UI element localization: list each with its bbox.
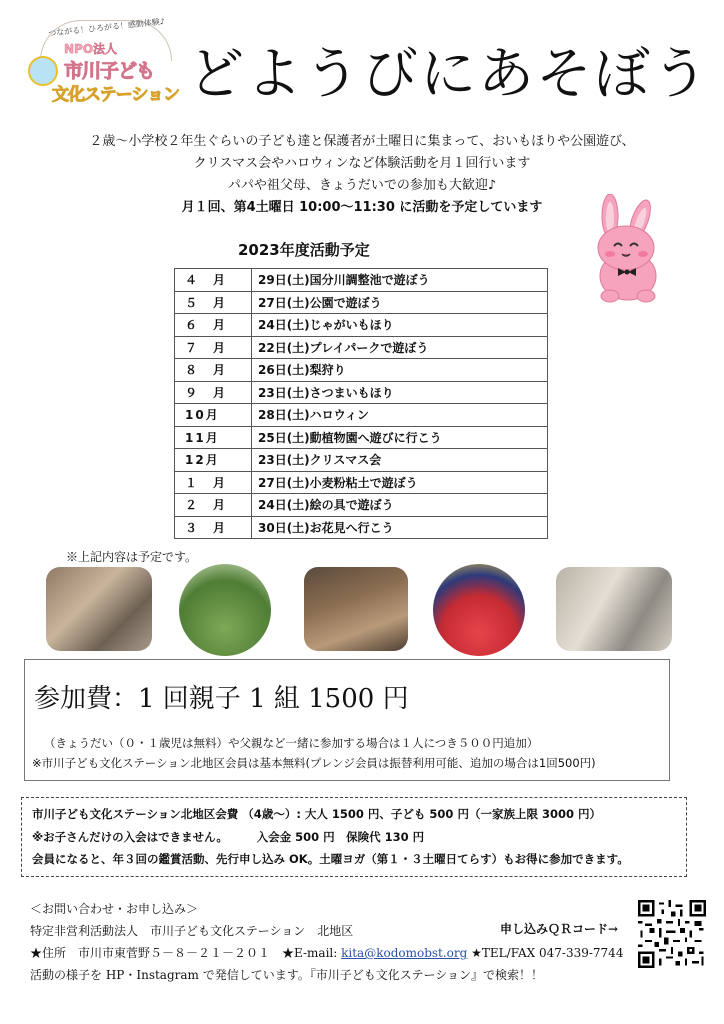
schedule-activity: 30日(土)お花見へ行こう bbox=[252, 516, 548, 539]
qr-code[interactable] bbox=[638, 900, 706, 968]
schedule-row bbox=[175, 471, 548, 494]
schedule-row bbox=[175, 516, 548, 539]
logo-line1: 市川子ども bbox=[64, 60, 155, 82]
schedule-month: ３ 月 bbox=[175, 516, 252, 539]
fee-main: 参加費：1 回親子 1 組 1500 円 bbox=[34, 684, 409, 714]
logo-npo: NPO法人 bbox=[64, 42, 118, 56]
intro-line-3: パパや祖父母、きょうだいでの参加も大歓迎♪ bbox=[227, 178, 497, 193]
email-link[interactable]: kita@kodomobst.org bbox=[341, 946, 468, 960]
schedule-activity: 28日(土)ハロウィン bbox=[252, 404, 548, 427]
activity-photo bbox=[179, 564, 271, 656]
contact-tel: ★TEL/FAX 047-339-7744 bbox=[471, 946, 624, 960]
membership-fee: 市川子ども文化ステーション北地区会費 （4歳～）: 大人 1500 円、子ども 500 円（一家族上限 3000 円） bbox=[32, 807, 601, 821]
activity-photo bbox=[46, 567, 152, 651]
schedule-activity: 29日(土)国分川調整池で遊ぼう bbox=[252, 269, 548, 292]
intro-line-1: ２歳～小学校２年生ぐらいの子ども達と保護者が土曜日に集まって、おいもほりや公園遊び、 bbox=[89, 134, 635, 149]
qr-label: 申し込みＱＲコード→ bbox=[500, 922, 619, 936]
logo-tagline: つながる！ひろがる！感動体験♪ bbox=[47, 16, 166, 39]
intro-line-2: クリスマス会やハロウィンなど体験活動を月１回行います bbox=[193, 156, 531, 171]
schedule-row bbox=[175, 404, 548, 427]
contact-heading: ＜お問い合わせ・お申し込み＞ bbox=[30, 902, 199, 916]
activity-photo bbox=[433, 564, 525, 656]
schedule-row bbox=[175, 291, 548, 314]
schedule-month: ８ 月 bbox=[175, 359, 252, 382]
contact-sns: 活動の様子を HP・Instagram で発信しています。『市川子ども文化ステーション』で検索！！ bbox=[30, 968, 544, 982]
fee-sibling-note: （きょうだい（０・１歳児は無料）や父親など一緒に参加する場合は１人につき５００円追加） bbox=[44, 736, 539, 750]
activity-photo bbox=[304, 567, 408, 651]
schedule-month: 12月 bbox=[175, 449, 252, 472]
schedule-month: ４ 月 bbox=[175, 269, 252, 292]
logo-line2: 文化ステーション bbox=[52, 85, 179, 105]
schedule-activity: 22日(土)プレイパークで遊ぼう bbox=[252, 336, 548, 359]
schedule-row bbox=[175, 449, 548, 472]
schedule-row bbox=[175, 269, 548, 292]
schedule-table bbox=[174, 268, 548, 539]
schedule-activity: 23日(土)さつまいもほり bbox=[252, 381, 548, 404]
schedule-activity: 23日(土)クリスマス会 bbox=[252, 449, 548, 472]
schedule-row bbox=[175, 494, 548, 517]
intro-schedule-line: 月１回、第4土曜日 10:00～11:30 に活動を予定しています bbox=[181, 200, 543, 215]
schedule-month: ６ 月 bbox=[175, 314, 252, 337]
membership-note: ※お子さんだけの入会はできません。 入会金 500 円 保険代 130 円 bbox=[32, 830, 425, 844]
schedule-activity: 27日(土)公園で遊ぼう bbox=[252, 291, 548, 314]
schedule-month: ２ 月 bbox=[175, 494, 252, 517]
schedule-note: ※上記内容は予定です。 bbox=[66, 550, 198, 564]
schedule-activity: 27日(土)小麦粉粘土で遊ぼう bbox=[252, 471, 548, 494]
schedule-month: 10月 bbox=[175, 404, 252, 427]
schedule-month: 11月 bbox=[175, 426, 252, 449]
schedule-row bbox=[175, 314, 548, 337]
schedule-row bbox=[175, 359, 548, 382]
page-title: どようびにあそぼう bbox=[188, 42, 710, 107]
schedule-row bbox=[175, 381, 548, 404]
schedule-month: ５ 月 bbox=[175, 291, 252, 314]
schedule-row bbox=[175, 426, 548, 449]
contact-address-line bbox=[30, 944, 623, 961]
contact-address: ★住所 市川市東菅野５－８－２１－２０１ ★E-mail: bbox=[30, 946, 342, 960]
membership-benefits: 会員になると、年３回の鑑賞活動、先行申し込み OK。土曜ヨガ（第１・３土曜日てらす）もお得に参加できます。 bbox=[32, 852, 629, 866]
bunny-icon bbox=[588, 194, 670, 304]
schedule-activity: 25日(土)動植物園へ遊びに行こう bbox=[252, 426, 548, 449]
schedule-month: ７ 月 bbox=[175, 336, 252, 359]
schedule-month: ９ 月 bbox=[175, 381, 252, 404]
schedule-activity: 24日(土)じゃがいもほり bbox=[252, 314, 548, 337]
schedule-activity: 24日(土)絵の具で遊ぼう bbox=[252, 494, 548, 517]
activity-photo bbox=[556, 567, 672, 651]
contact-org: 特定非営利活動法人 市川子ども文化ステーション 北地区 bbox=[30, 924, 354, 938]
org-logo bbox=[20, 14, 179, 114]
schedule-activity: 26日(土)梨狩り bbox=[252, 359, 548, 382]
schedule-row bbox=[175, 336, 548, 359]
schedule-title: 2023年度活動予定 bbox=[238, 241, 370, 259]
schedule-month: １ 月 bbox=[175, 471, 252, 494]
fee-member-note: ※市川子ども文化ステーション北地区会員は基本無料(プレンジ会員は振替利用可能、追加の場合は1回500円) bbox=[32, 756, 596, 770]
